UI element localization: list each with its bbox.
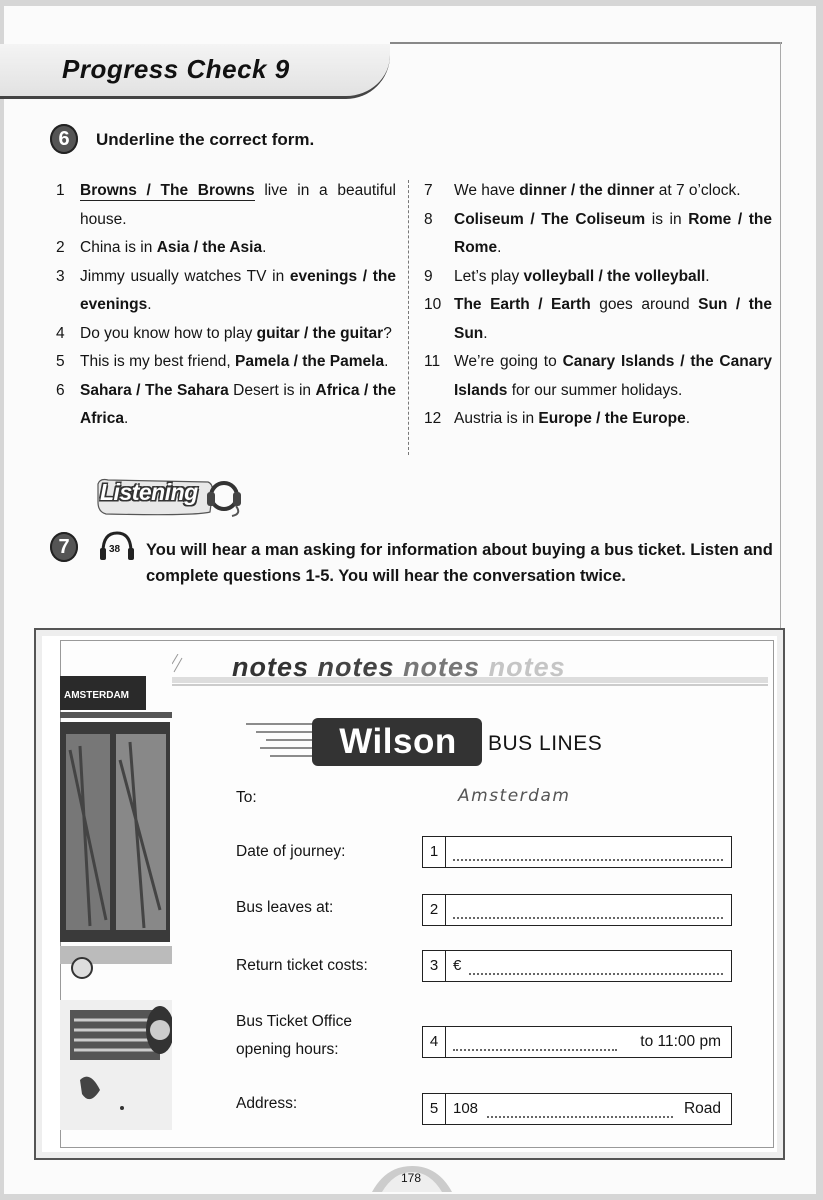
exercise-item (56, 263, 396, 320)
exercise-6-instructions: Underline the correct form. (96, 130, 315, 149)
item-number: 8 (424, 210, 433, 228)
notes-banner-word: notes (403, 652, 481, 682)
field-number: 5 (423, 1094, 446, 1124)
item-text (80, 263, 396, 320)
item-text (80, 377, 396, 434)
answer-choice[interactable]: Asia / the Asia (156, 239, 263, 256)
item-text-part: goes around (590, 296, 699, 313)
audio-track-number: 38 (109, 544, 121, 555)
answer-choice[interactable]: Browns / The Browns (80, 182, 255, 199)
item-text (454, 263, 772, 292)
exercise-item (424, 177, 772, 206)
exercise-item (56, 377, 396, 434)
listening-logo-text: Listening (100, 479, 198, 505)
item-text-part: is in (645, 210, 689, 228)
item-text-part: live in a beautiful house. (80, 182, 396, 228)
answer-choice[interactable]: Sahara / The Sahara (80, 381, 229, 399)
item-text-part: . (384, 353, 389, 370)
exercise-6-left-column (56, 177, 396, 434)
notes-banner-word: notes (317, 652, 395, 682)
dotted-line (469, 973, 723, 975)
answer-field-1[interactable] (422, 836, 732, 868)
item-number: 4 (56, 324, 65, 342)
answer-choice[interactable]: guitar / the guitar (256, 324, 384, 342)
field-label-cost: Return ticket costs: (236, 957, 368, 974)
item-number: 10 (424, 296, 442, 313)
item-text-part: . (123, 410, 129, 427)
answer-choice[interactable]: Rome / the Rome (454, 210, 773, 256)
answer-choice[interactable]: Coliseum / The Coliseum (454, 210, 646, 228)
page-title: Progress Check 9 (62, 54, 290, 84)
field-number: 4 (423, 1027, 446, 1057)
exercise-item (56, 348, 396, 377)
item-number: 3 (56, 267, 65, 285)
item-text-part: at 7 o’clock. (654, 182, 741, 199)
field-number: 1 (423, 837, 446, 867)
exercise-item (424, 206, 772, 263)
item-text-part: . (262, 239, 267, 256)
item-text-part: . (705, 267, 710, 285)
item-number: 6 (56, 381, 65, 399)
dotted-line (453, 917, 723, 919)
item-text-part: Desert is in (228, 381, 316, 399)
notes-banner-word: notes (232, 652, 310, 682)
to-value: Amsterdam (458, 786, 571, 806)
brand-suffix: BUS LINES (488, 732, 603, 755)
item-text (80, 234, 396, 263)
answer-choice[interactable]: Europe / the Europe (538, 410, 686, 427)
item-number: 2 (56, 239, 65, 256)
euro-prefix: € (453, 957, 462, 974)
item-number: 12 (424, 410, 442, 427)
answer-choice[interactable]: The Earth / Earth (454, 296, 591, 313)
item-number: 1 (56, 182, 65, 199)
dotted-line (487, 1116, 673, 1118)
speed-lines-icon (246, 718, 316, 768)
page-number: 178 (401, 1171, 422, 1185)
answer-choice[interactable]: Sun / the Sun (454, 296, 772, 342)
exercise-7-instructions: You will hear a man asking for information about buying a bus ticket. Listen and complete questions 1-5. You will hear the conversation twice. (146, 541, 773, 585)
item-text (454, 291, 772, 348)
answer-field-2[interactable] (422, 894, 732, 926)
notes-banner-word: notes (488, 652, 566, 682)
item-text-part: Jimmy usually watches TV in (80, 267, 290, 285)
item-text-part: . (497, 239, 502, 256)
exercise-item (424, 263, 772, 292)
item-text-part: China is in (80, 239, 157, 256)
answer-field-4[interactable] (422, 1026, 732, 1058)
field-label-address: Address: (236, 1095, 298, 1112)
answer-choice[interactable]: dinner / the dinner (519, 182, 655, 199)
answer-choice[interactable]: evenings / the evenings (80, 267, 396, 313)
item-text (454, 206, 772, 263)
item-text (454, 177, 772, 206)
item-text-part: This is my best friend, (80, 353, 236, 370)
item-text-part: Let’s play (454, 267, 524, 285)
exercise-item (424, 348, 772, 405)
dotted-line (453, 1049, 617, 1051)
answer-choice[interactable]: volleyball / the volleyball (523, 267, 706, 285)
field-label-date: Date of journey: (236, 843, 346, 860)
answer-field-5[interactable] (422, 1093, 732, 1125)
exercise-6-number: 6 (50, 124, 78, 154)
answer-field-3[interactable] (422, 950, 732, 982)
bus-destination-sign: AMSTERDAM (64, 690, 129, 701)
exercise-item (424, 405, 772, 434)
column-divider (408, 180, 409, 455)
item-text-part: for our summer holidays. (507, 381, 683, 399)
item-text-part: ? (383, 324, 392, 342)
to-label: To: (236, 789, 257, 806)
field-label-hours: Bus Ticket Office opening hours: (236, 1013, 353, 1058)
dotted-line (453, 859, 723, 861)
item-number: 5 (56, 353, 65, 370)
item-text (454, 348, 772, 405)
answer-choice[interactable]: Africa / the Africa (80, 381, 396, 427)
answer-choice[interactable]: Canary Islands / the Canary Islands (454, 353, 772, 399)
hours-suffix: to 11:00 pm (640, 1033, 721, 1050)
exercise-item (424, 291, 772, 348)
header-rule (390, 42, 782, 44)
field-number: 2 (423, 895, 446, 925)
exercise-item (56, 234, 396, 263)
item-text-part: Do you know how to play (80, 324, 257, 342)
item-text-part: We’re going to (454, 353, 563, 370)
item-number: 9 (424, 267, 433, 285)
exercise-7-number: 7 (50, 532, 78, 562)
item-text (454, 405, 772, 434)
brand-name: Wilson (339, 722, 457, 761)
item-number: 11 (424, 353, 441, 370)
bus-illustration-icon (60, 650, 172, 1130)
item-number: 7 (424, 182, 433, 199)
item-text-part: . (147, 296, 152, 313)
exercise-item (56, 320, 396, 349)
item-text (80, 320, 396, 349)
item-text-part: We have (454, 182, 520, 199)
exercise-6-right-column (424, 177, 772, 434)
address-suffix: Road (683, 1100, 721, 1117)
exercise-item (56, 177, 396, 234)
item-text (80, 348, 396, 377)
item-text-part: Austria is in (454, 410, 539, 427)
field-number: 3 (423, 951, 446, 981)
notes-banner (232, 652, 566, 683)
field-label-leaves: Bus leaves at: (236, 899, 334, 916)
item-text-part: . (483, 324, 488, 342)
answer-choice[interactable]: Pamela / the Pamela (235, 353, 385, 370)
item-text-part: . (685, 410, 690, 427)
item-text (80, 177, 396, 234)
address-prefix: 108 (453, 1100, 479, 1117)
